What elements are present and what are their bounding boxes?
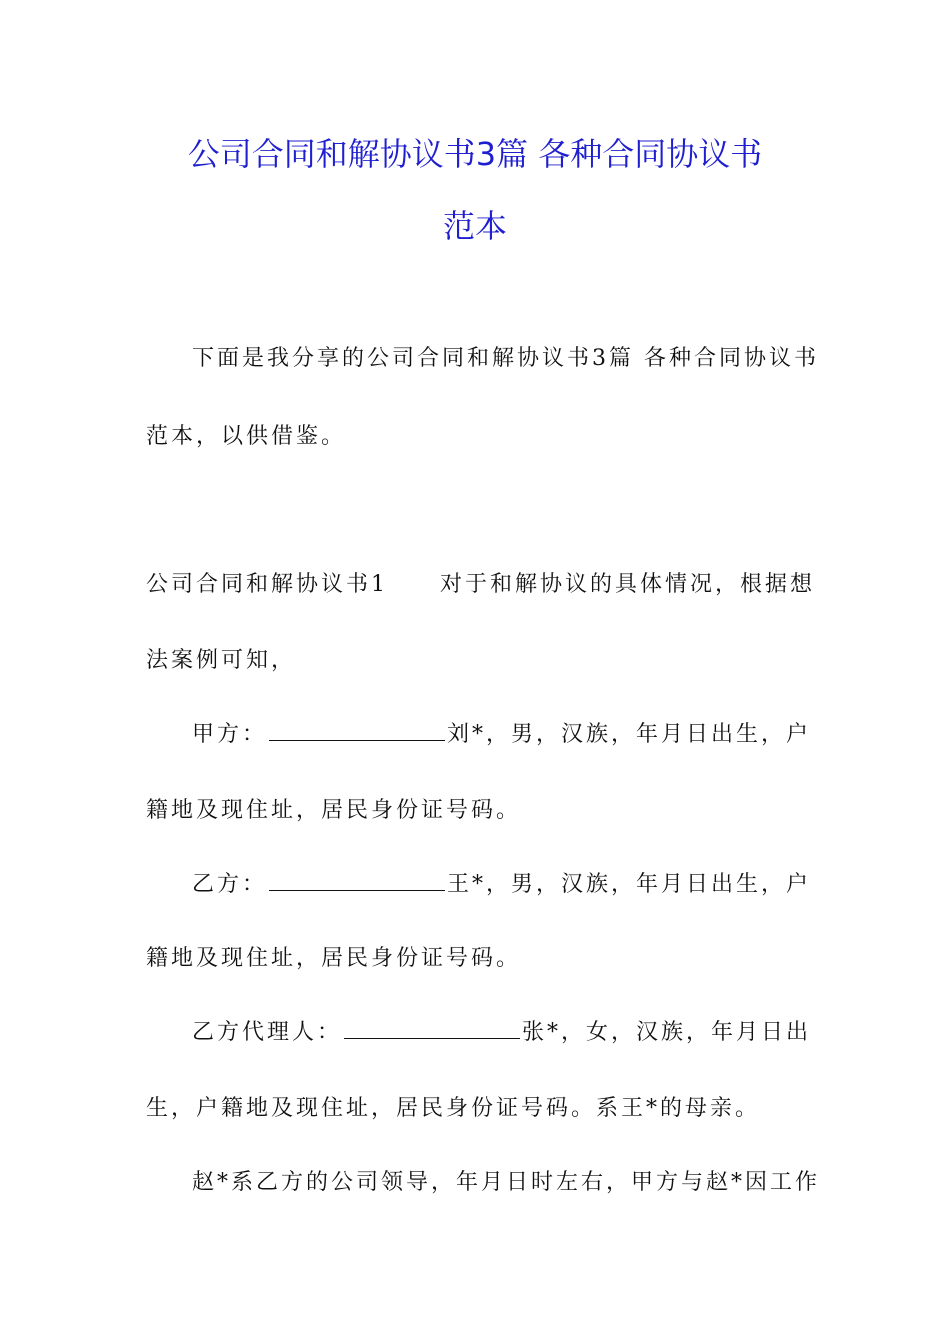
party-b-blank [269,872,445,891]
party-a-label: 甲方： [192,722,268,747]
party-b-line-2: 籍地及现住址，居民身份证号码。 [146,946,522,971]
section-text-line-2: 法案例可知， [146,648,297,673]
party-b-label: 乙方： [192,872,268,897]
party-a-blank [269,722,445,741]
party-b-text: 王*，男，汉族，年月日出生，户 [447,872,812,897]
agent-label: 乙方代理人： [192,1020,343,1045]
party-a-row [192,722,812,748]
section-heading: 公司合同和解协议书1 [146,572,388,597]
party-a-line-2: 籍地及现住址，居民身份证号码。 [146,798,522,823]
agent-text: 张*，女，汉族，年月日出 [522,1020,812,1045]
intro-line-2: 范本，以供借鉴。 [146,424,347,449]
agent-blank [344,1020,520,1039]
party-a-text: 刘*，男，汉族，年月日出生，户 [447,722,812,747]
agent-line-2: 生，户籍地及现住址，居民身份证号码。系王*的母亲。 [146,1096,761,1121]
section-text-line-1: 对于和解协议的具体情况，根据想 [440,572,816,597]
agent-row [192,1020,812,1046]
body-line-1: 赵*系乙方的公司领导，年月日时左右，甲方与赵*因工作 [192,1170,821,1195]
intro-line-1: 下面是我分享的公司合同和解协议书3篇 各种合同协议书 [192,346,819,371]
party-b-row [192,872,812,898]
document-title-line-2: 范本 [442,207,507,245]
section-heading-row [146,572,816,598]
document-title-line-1: 公司合同和解协议书3篇 各种合同协议书 [187,135,763,173]
